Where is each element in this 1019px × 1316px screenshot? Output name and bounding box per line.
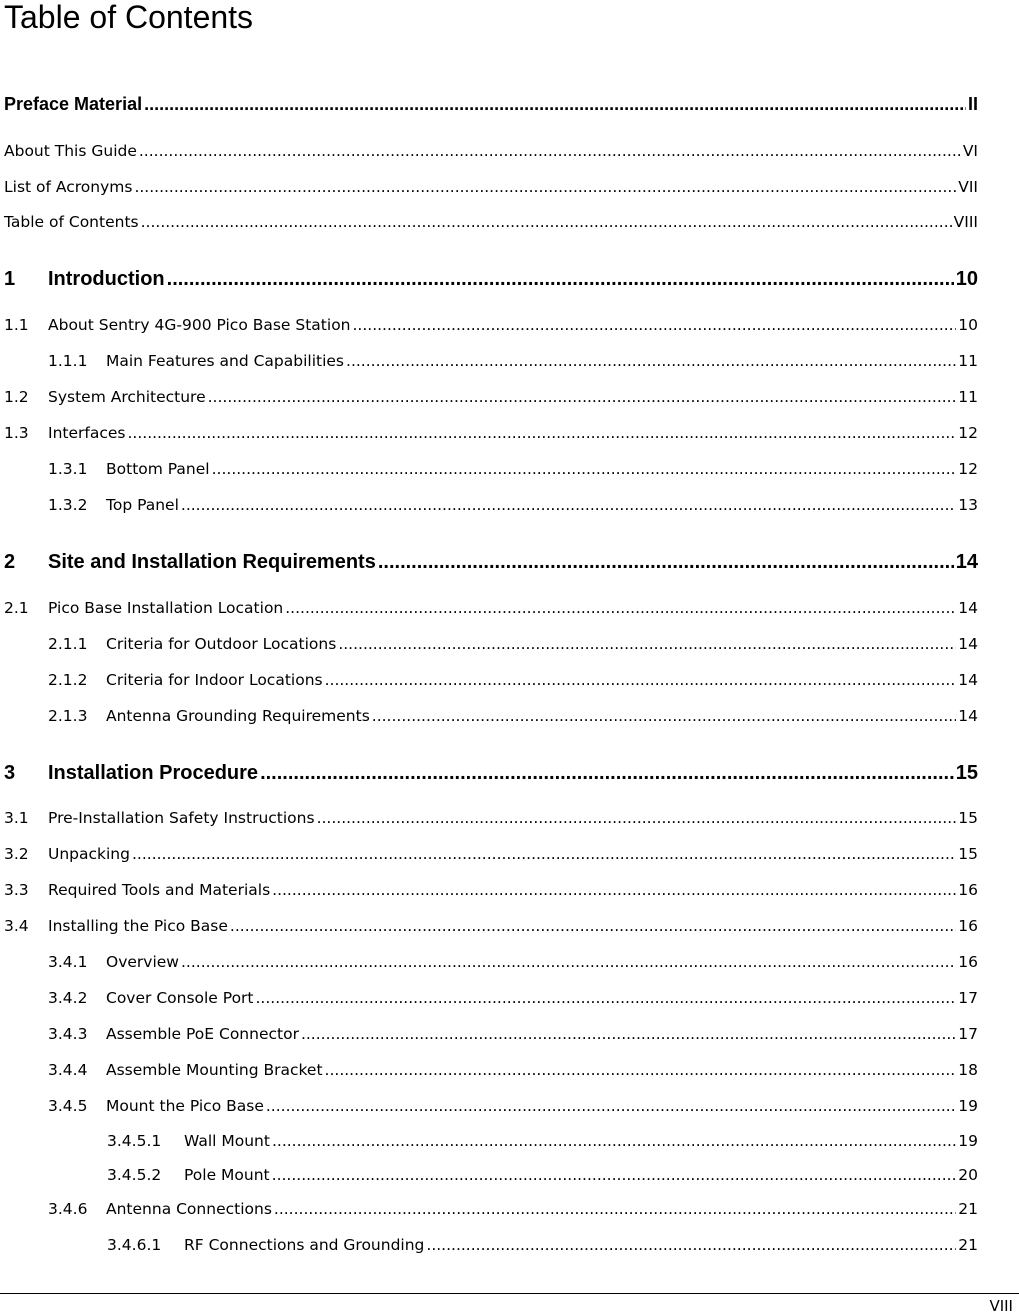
toc-number: 2.1: [4, 599, 29, 617]
dot-leader: [426, 1236, 956, 1254]
toc-label: Installation Procedure: [48, 762, 259, 784]
toc-number: 3.4.5.1: [107, 1132, 162, 1150]
toc-number: 2: [4, 551, 16, 573]
toc-label: Criteria for Indoor Locations: [106, 671, 323, 689]
toc-page: 21: [958, 1236, 978, 1254]
toc-page: II: [967, 94, 978, 114]
toc-page: 17: [958, 1025, 978, 1043]
dot-leader: [285, 599, 956, 617]
toc-entry[interactable]: [107, 1236, 978, 1256]
toc-entry[interactable]: [4, 424, 978, 444]
dot-leader: [266, 1097, 956, 1115]
toc-label: Bottom Panel: [106, 460, 210, 478]
toc-page: 10: [958, 316, 978, 334]
toc-entry[interactable]: [4, 213, 978, 233]
toc-entry[interactable]: [48, 1097, 978, 1117]
toc-page: 15: [958, 809, 978, 827]
dot-leader: [144, 94, 966, 115]
toc-entry[interactable]: [48, 989, 978, 1009]
toc-number: 3.2: [4, 845, 29, 863]
toc-label: Table of Contents: [4, 213, 139, 231]
toc-page: 10: [955, 268, 978, 290]
toc-number: 3: [4, 762, 16, 784]
toc-label: Required Tools and Materials: [48, 881, 271, 899]
page-title: Table of Contents: [4, 0, 254, 35]
toc-entry[interactable]: [48, 635, 978, 655]
toc-number: 3.4.2: [48, 989, 88, 1007]
toc-entry[interactable]: [48, 352, 978, 372]
toc-entry[interactable]: [4, 599, 978, 619]
dot-leader: [272, 1132, 956, 1150]
dot-leader: [256, 989, 957, 1007]
toc-label: Antenna Grounding Requirements: [106, 707, 370, 725]
dot-leader: [141, 213, 952, 231]
dot-leader: [346, 352, 956, 370]
toc-label: Wall Mount: [184, 1132, 270, 1150]
toc-page: 14: [958, 671, 978, 689]
toc-label: About Sentry 4G-900 Pico Base Station: [48, 316, 351, 334]
toc-entry[interactable]: [4, 809, 978, 829]
dot-leader: [353, 316, 957, 334]
toc-number: 1.3.1: [48, 460, 88, 478]
toc-number: 1.3: [4, 424, 29, 442]
toc-page: VI: [962, 142, 978, 160]
toc-label: Main Features and Capabilities: [106, 352, 345, 370]
dot-leader: [325, 671, 957, 689]
toc-label: Unpacking: [48, 845, 130, 863]
dot-leader: [372, 707, 956, 725]
toc-page: 12: [958, 460, 978, 478]
toc-number: 3.1: [4, 809, 29, 827]
toc-page: 16: [958, 917, 978, 935]
toc-label: Criteria for Outdoor Locations: [106, 635, 337, 653]
toc-number: 3.4.6: [48, 1200, 88, 1218]
toc-label: Site and Installation Requirements: [48, 551, 376, 573]
toc-page: 16: [958, 953, 978, 971]
toc-entry[interactable]: [48, 671, 978, 691]
toc-page: 13: [958, 496, 978, 514]
toc-page: VII: [958, 178, 978, 196]
dot-leader: [208, 388, 957, 406]
toc-page: 15: [958, 845, 978, 863]
toc-label: RF Connections and Grounding: [184, 1236, 425, 1254]
toc-entry[interactable]: [48, 707, 978, 727]
toc-page: 11: [958, 352, 978, 370]
dot-leader: [181, 953, 956, 971]
toc-chapter[interactable]: [4, 762, 978, 786]
toc-entry[interactable]: [107, 1166, 978, 1186]
toc-page: 16: [958, 881, 978, 899]
toc-entry[interactable]: [4, 142, 978, 162]
dot-leader: [134, 178, 956, 196]
dot-leader: [260, 762, 954, 785]
toc-page: 19: [958, 1132, 978, 1150]
toc-page: 18: [958, 1061, 978, 1079]
toc-label: Overview: [106, 953, 179, 971]
toc-page: 19: [958, 1097, 978, 1115]
dot-leader: [181, 496, 956, 514]
toc-entry[interactable]: [48, 1025, 978, 1045]
toc-entry[interactable]: [48, 496, 978, 516]
toc-chapter[interactable]: [4, 268, 978, 292]
footer-page-number: VIII: [989, 1297, 1013, 1315]
toc-label: Top Panel: [106, 496, 179, 514]
footer-divider: [0, 1293, 1019, 1294]
toc-label: Cover Console Port: [106, 989, 254, 1007]
dot-leader: [272, 881, 956, 899]
toc-entry[interactable]: [4, 178, 978, 198]
toc-entry[interactable]: [4, 881, 978, 901]
toc-number: 2.1.1: [48, 635, 88, 653]
toc-chapter[interactable]: [4, 551, 978, 575]
toc-label: Pre-Installation Safety Instructions: [48, 809, 315, 827]
toc-page: 21: [958, 1200, 978, 1218]
toc-entry[interactable]: [48, 1061, 978, 1081]
toc-number: 3.4: [4, 917, 29, 935]
toc-label: Installing the Pico Base: [48, 917, 228, 935]
toc-number: 1.3.2: [48, 496, 88, 514]
toc-number: 1.1: [4, 316, 29, 334]
toc-number: 3.4.1: [48, 953, 88, 971]
toc-entry[interactable]: [107, 1132, 978, 1152]
dot-leader: [230, 917, 956, 935]
toc-label: Mount the Pico Base: [106, 1097, 264, 1115]
dot-leader: [212, 460, 957, 478]
toc-label: Preface Material: [4, 94, 143, 114]
dot-leader: [274, 1200, 956, 1218]
toc-page: 11: [958, 388, 978, 406]
toc-page: 15: [955, 762, 978, 784]
toc-label: Interfaces: [48, 424, 126, 442]
toc-page: 14: [958, 707, 978, 725]
dot-leader: [132, 845, 956, 863]
toc-entry[interactable]: [4, 316, 978, 336]
toc-label: Pico Base Installation Location: [48, 599, 284, 617]
toc-number: 1.1.1: [48, 352, 88, 370]
toc-entry[interactable]: [4, 917, 978, 937]
toc-number: 3.3: [4, 881, 29, 899]
toc-label: Assemble Mounting Bracket: [106, 1061, 323, 1079]
toc-page: 12: [958, 424, 978, 442]
dot-leader: [127, 424, 956, 442]
toc-number: 3.4.5: [48, 1097, 88, 1115]
toc-label: Pole Mount: [184, 1166, 270, 1184]
toc-page: 14: [958, 599, 978, 617]
toc-label: About This Guide: [4, 142, 137, 160]
toc-number: 3.4.3: [48, 1025, 88, 1043]
toc-label: List of Acronyms: [4, 178, 133, 196]
toc-page: 14: [958, 635, 978, 653]
toc-entry[interactable]: [4, 845, 978, 865]
toc-number: 1: [4, 268, 16, 290]
dot-leader: [301, 1025, 956, 1043]
toc-entry[interactable]: [48, 1200, 978, 1220]
dot-leader: [139, 142, 961, 160]
toc-label: Assemble PoE Connector: [106, 1025, 299, 1043]
toc-entry[interactable]: [48, 460, 978, 480]
toc-number: 2.1.3: [48, 707, 88, 725]
toc-page: 17: [958, 989, 978, 1007]
dot-leader: [272, 1166, 957, 1184]
toc-entry[interactable]: [4, 388, 978, 408]
toc-number: 3.4.6.1: [107, 1236, 162, 1254]
toc-page: VIII: [953, 213, 978, 231]
toc-page: 14: [955, 551, 978, 573]
toc-label: Introduction: [48, 268, 165, 290]
toc-label: System Architecture: [48, 388, 206, 406]
toc-number: 3.4.5.2: [107, 1166, 162, 1184]
toc-page: 20: [958, 1166, 978, 1184]
toc-label: Antenna Connections: [106, 1200, 272, 1218]
toc-entry[interactable]: [48, 953, 978, 973]
dot-leader: [378, 551, 954, 574]
toc-number: 1.2: [4, 388, 29, 406]
dot-leader: [338, 635, 956, 653]
dot-leader: [167, 268, 954, 291]
dot-leader: [317, 809, 957, 827]
dot-leader: [325, 1061, 957, 1079]
toc-entry-preface[interactable]: [4, 94, 978, 116]
toc-number: 2.1.2: [48, 671, 88, 689]
toc-number: 3.4.4: [48, 1061, 88, 1079]
